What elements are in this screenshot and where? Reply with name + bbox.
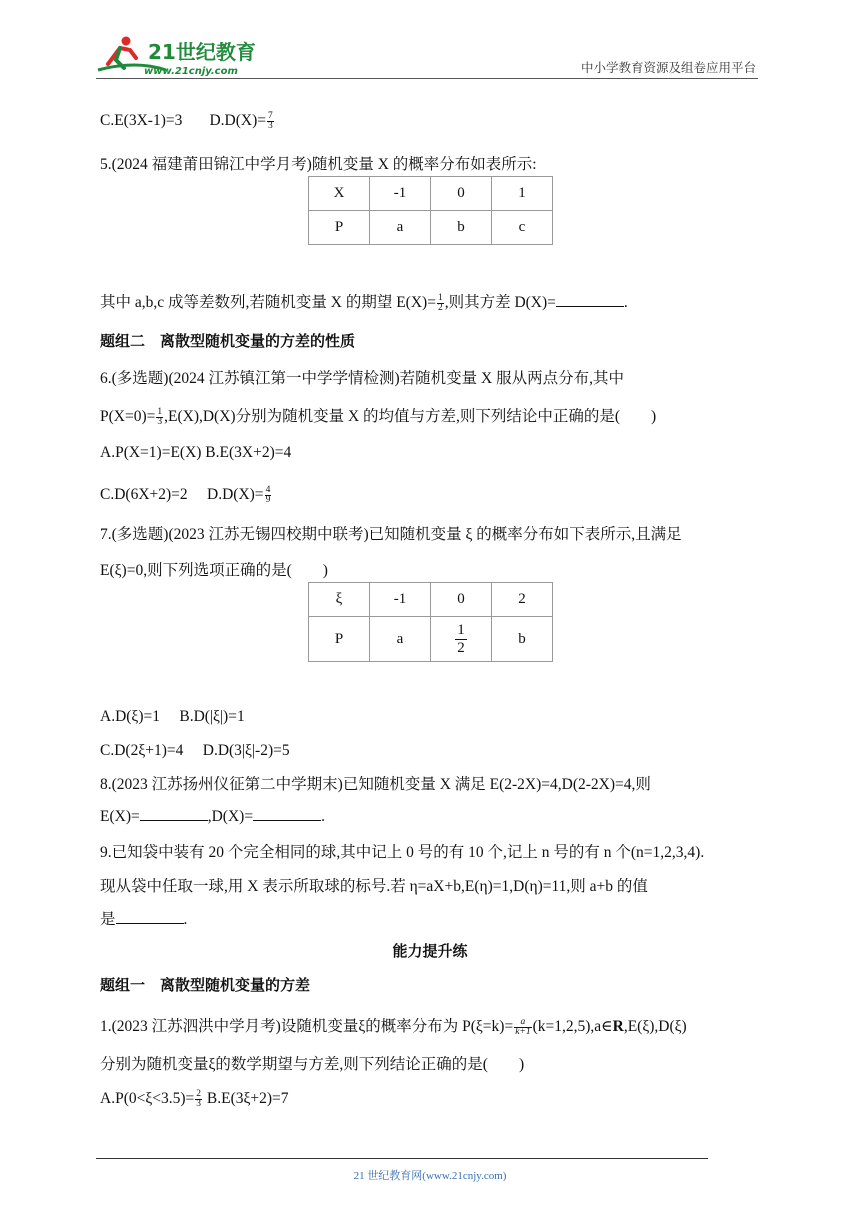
site-logo: [96, 34, 256, 78]
q4-options-cd: C.E(3X-1)=3 D.D(X)= $\frac{7}{3}$: [100, 111, 273, 131]
table-cell: P: [309, 617, 370, 662]
fraction: $\frac{7}{3}$: [268, 111, 273, 131]
p1-options-ab: A.P(0<ξ<3.5)= $\frac{2}{3}$ B.E(3ξ+2)=7: [100, 1089, 289, 1109]
table-cell: 0: [431, 177, 492, 211]
table-cell: a: [370, 211, 431, 245]
q7-options-ab: A.D(ξ)=1 B.D(|ξ|)=1: [100, 708, 245, 725]
q7-distribution-table: [308, 582, 553, 662]
section-title: 能力提升练: [392, 942, 468, 960]
q9-stem-line2: 现从袋中任取一球,用 X 表示所取球的标号.若 η=aX+b,E(η)=1,D(η)=11,则 a+b 的值: [100, 878, 648, 895]
table-cell: b: [492, 617, 553, 662]
q9-stem-line1: 9.已知袋中装有 20 个完全相同的球,其中记上 0 号的有 10 个,记上 n 号的有 n 个(n=1,2,3,4).: [100, 844, 705, 861]
q8-stem-line1: 8.(2023 江苏扬州仪征第二中学期末)已知随机变量 X 满足 E(2-2X)=4,D(2-2X)=4,则: [100, 776, 651, 793]
table-cell: X: [309, 177, 370, 211]
table-cell: 2: [492, 583, 553, 617]
table-cell: P: [309, 211, 370, 245]
fraction: $\frac{a}{k+1}$: [515, 1016, 531, 1037]
q7-stem-line2: E(ξ)=0,则下列选项正确的是( ): [100, 562, 328, 579]
table-cell: [431, 617, 492, 662]
answer-blank: [556, 292, 624, 307]
table-cell: 1: [492, 177, 553, 211]
answer-blank: [253, 806, 321, 821]
q6-options-cd: C.D(6X+2)=2 D.D(X)= $\frac{4}{9}$: [100, 484, 271, 505]
q6-options-ab: A.P(X=1)=E(X) B.E(3X+2)=4: [100, 444, 292, 461]
group1-title: 题组一 离散型随机变量的方差: [100, 976, 311, 994]
footer-text: 21 世纪教育网(www.21cnjy.com): [353, 1170, 507, 1182]
fraction: $\frac{1}{2}$: [457, 621, 465, 656]
group2-title: 题组二 离散型随机变量的方差的性质: [100, 332, 356, 350]
q9-stem-line3: 是 .: [100, 911, 188, 928]
q7-stem-line1: 7.(多选题)(2023 江苏无锡四校期中联考)已知随机变量 ξ 的概率分布如下表所示,且满足: [100, 526, 682, 543]
q5-question: 其中 a,b,c 成等差数列,若随机变量 X 的期望 E(X)= $\frac{1}{2}$ ,则其方差 D(X)= .: [100, 292, 628, 313]
q6-stem-line1: 6.(多选题)(2024 江苏镇江第一中学学情检测)若随机变量 X 服从两点分布,其中: [100, 370, 624, 387]
answer-blank: [116, 909, 184, 924]
fraction: $\frac{1}{3}$: [157, 406, 163, 427]
answer-blank: [140, 806, 208, 821]
table-row: [309, 617, 553, 662]
table-row: [309, 583, 553, 617]
p1-stem-line2: 分别为随机变量ξ的数学期望与方差,则下列结论正确的是( ): [100, 1056, 525, 1073]
fraction: $\frac{4}{9}$: [265, 484, 271, 505]
q7-options-cd: C.D(2ξ+1)=4 D.D(3|ξ|-2)=5: [100, 742, 290, 759]
table-row: [309, 211, 553, 245]
table-cell: c: [492, 211, 553, 245]
logo-url: www.21cnjy.com: [144, 66, 238, 77]
table-cell: 0: [431, 583, 492, 617]
q8-stem-line2: E(X)= ,D(X)= .: [100, 808, 325, 825]
table-cell: ξ: [309, 583, 370, 617]
header-platform-text: 中小学教育资源及组卷应用平台: [580, 60, 756, 75]
q5-stem: 5.(2024 福建莆田锦江中学月考)随机变量 X 的概率分布如表所示:: [100, 156, 537, 173]
fraction: $\frac{1}{2}$: [437, 292, 443, 313]
table-cell: b: [431, 211, 492, 245]
table-row: [309, 177, 553, 211]
header-divider: [96, 78, 758, 79]
table-cell: a: [370, 617, 431, 662]
q5-distribution-table: [308, 176, 553, 245]
fraction: $\frac{2}{3}$: [196, 1089, 202, 1109]
logo-text: 21世纪教育: [148, 40, 256, 64]
p1-stem-line1: 1.(2023 江苏泗洪中学月考)设随机变量ξ的概率分布为 P(ξ=k)= $\frac{a}{k+1}$ (k=1,2,5),a∈R,E(ξ),D(ξ): [100, 1016, 687, 1037]
q6-stem-line2: P(X=0)= $\frac{1}{3}$ ,E(X),D(X)分别为随机变量 X 的均值与方差,则下列结论中正确的是( ): [100, 406, 657, 427]
table-cell: -1: [370, 583, 431, 617]
table-cell: -1: [370, 177, 431, 211]
footer-divider: [96, 1158, 708, 1159]
